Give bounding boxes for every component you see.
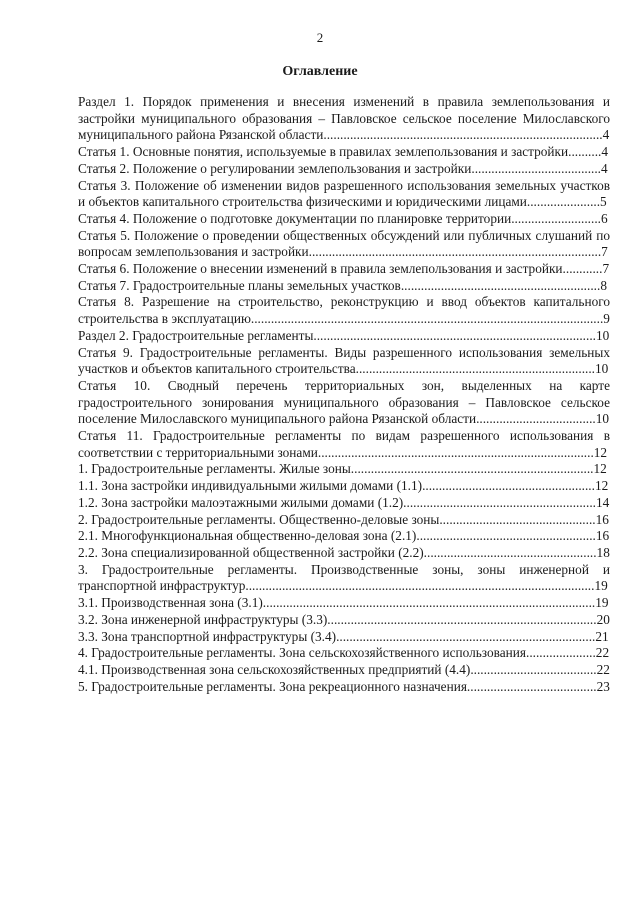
toc-entry	[78, 228, 610, 261]
toc-entry	[78, 144, 610, 161]
dot-leader: .........	[571, 144, 602, 160]
toc-entry-page: 20	[596, 611, 610, 627]
toc-entry-page: 6	[600, 210, 608, 226]
toc-entry	[78, 612, 610, 629]
toc-entry-page: 23	[596, 678, 610, 694]
toc-entry-text: 3.3. Зона транспортной инфраструктуры (3.4)	[78, 628, 337, 644]
dot-leader: .........................................................	[406, 494, 596, 510]
toc-entry-text: Статья 7. Градостроительные планы земельных участков.	[78, 277, 405, 293]
toc-title: Оглавление	[282, 64, 358, 79]
dot-leader: ...........	[565, 261, 603, 277]
toc-entry-page: 4	[601, 144, 609, 160]
toc-entry-text: Статья 8. Разрешение на строительство, реконструкцию и ввод объектов капитального строительства в эксплуатацию.	[78, 294, 610, 327]
toc-entry-text: Статья 4. Положение о подготовке документации по планировке территории.	[78, 210, 515, 226]
toc-entry-text: Статья 11. Градостроительные регламенты по видам разрешенного использования в соответствии с территориальными зонами.	[78, 428, 610, 460]
toc-entry-text: 4. Градостроительные регламенты. Зона сельскохозяйственного использования.	[78, 645, 530, 661]
dot-leader: ..........................	[514, 210, 601, 226]
toc-entry-text: 2. Градостроительные регламенты. Общественно-деловые зоны.	[78, 511, 443, 527]
toc-entry-page: 14	[595, 494, 610, 510]
toc-entry	[78, 512, 610, 529]
toc-entry-text: 1.1. Зона застройки индивидуальными жилыми домами (1.1)	[78, 478, 423, 494]
toc-entry-page: 12	[593, 461, 607, 477]
toc-entry	[78, 545, 610, 562]
dot-leader: ....................................................	[422, 478, 595, 494]
toc-entry	[78, 345, 610, 378]
toc-entry	[78, 211, 610, 228]
toc-entry	[78, 495, 610, 512]
toc-entry	[78, 629, 610, 646]
toc-list	[78, 94, 610, 695]
toc-entry	[78, 528, 610, 545]
toc-entry-page: 18	[596, 544, 610, 560]
toc-entry	[78, 378, 610, 428]
toc-entry-text: Статья 10. Сводный перечень территориальных зон, выделенных на карте градостроительного зонирования муниципального образования – Павловское сельское поселение Милославского муниципального района Рязанской области	[78, 377, 610, 427]
toc-entry-page: 12	[593, 444, 608, 460]
toc-entry-page: 22	[596, 661, 610, 677]
toc-entry-page: 8	[600, 277, 607, 293]
toc-entry	[78, 595, 610, 612]
toc-entry	[78, 278, 610, 295]
dot-leader: ......................................	[470, 661, 597, 677]
toc-entry-page: 19	[595, 595, 609, 611]
dot-leader: .......................................................................	[358, 361, 595, 377]
toc-entry-text: 3.1. Производственная зона (3.1)	[78, 595, 263, 611]
dot-leader: ...........................................................	[404, 277, 601, 293]
toc-entry	[78, 178, 610, 211]
toc-entry-page: 10	[595, 327, 610, 343]
toc-entry	[78, 161, 610, 178]
toc-entry-text: Раздел 1. Порядок применения и внесения изменений в правила землепользования и застройки муниципального образования – Павловское сельское поселение Милославского муниципального района Рязанской области	[78, 94, 610, 143]
toc-entry-page: 19	[594, 578, 608, 594]
toc-entry	[78, 461, 610, 478]
toc-entry-page: 10	[595, 361, 609, 377]
dot-leader: ..................................................................................	[321, 444, 594, 460]
toc-entry-page: 16	[595, 528, 610, 544]
dot-leader: ........................................................................................	[308, 244, 602, 260]
toc-entry-text: 5. Градостроительные регламенты. Зона рекреационного назначения.	[78, 678, 471, 694]
toc-entry-page: 7	[602, 261, 610, 277]
toc-entry-text: 2.1. Многофункциональная общественно-деловая зона (2.1).	[78, 528, 420, 544]
dot-leader: ......................................	[470, 678, 597, 694]
dot-leader: .................................................................................	[327, 611, 597, 627]
toc-entry	[78, 428, 610, 461]
dot-leader: ....................	[529, 645, 596, 661]
toc-entry	[78, 478, 610, 495]
toc-entry-page: 12	[594, 478, 609, 494]
dot-leader: ...................................................	[427, 544, 597, 560]
toc-entry-text: 3.2. Зона инженерной инфраструктуры (3.3)	[78, 611, 328, 627]
toc-entry-text: 4.1. Производственная зона сельскохозяйственных предприятий (4.4)	[78, 661, 471, 677]
toc-entry-text: Раздел 2. Градостроительные регламенты	[78, 327, 314, 343]
dot-leader: .....................................................	[419, 528, 596, 544]
toc-entry-text: Статья 5. Положение о проведении общественных обсуждений или публичных слушаний по вопросам землепользования и застройки	[78, 227, 610, 260]
toc-entry-text: Статья 6. Положение о внесении изменений в правила землепользования и застройки.	[78, 261, 566, 277]
toc-entry	[78, 645, 610, 662]
dot-leader: .....................	[530, 194, 601, 210]
toc-entry	[78, 562, 610, 595]
toc-entry-page: 4	[601, 160, 608, 176]
dot-leader: ........................................................................................................	[248, 578, 595, 594]
toc-entry-page: 7	[601, 244, 608, 260]
toc-entry	[78, 662, 610, 679]
toc-entry-text: Статья 1. Основные понятия, используемые в правилах землепользования и застройки.	[78, 144, 572, 160]
dot-leader: ........................................................................	[354, 461, 594, 477]
toc-entry-page: 4	[602, 127, 610, 143]
toc-entry-page: 16	[595, 511, 609, 527]
toc-entry-text: 2.2. Зона специализированной общественной застройки (2.2).	[78, 544, 427, 560]
toc-entry-text: 1.2. Зона застройки малоэтажными жилыми домами (1.2).	[78, 494, 407, 510]
toc-entry-page: 5	[600, 194, 607, 210]
toc-entry-text: 3. Градостроительные регламенты. Производственные зоны, зоны инженерной и транспортной инфраструктур.	[78, 561, 610, 594]
dot-leader: ....................................	[476, 411, 596, 427]
toc-entry-text: 1. Градостроительные регламенты. Жилые зоны.	[78, 461, 355, 477]
toc-entry-text: Статья 9. Градостроительные регламенты. Виды разрешенного использования земельных участков и объектов капитального строительства.	[78, 344, 610, 377]
page-number: 2	[316, 30, 324, 45]
dot-leader: .....................................................................................	[313, 327, 596, 343]
toc-entry	[78, 94, 610, 144]
toc-entry	[78, 328, 610, 345]
toc-entry-page: 10	[595, 411, 610, 427]
dot-leader: ....................................................................................................	[262, 595, 596, 611]
dot-leader: ..............................................................................	[336, 628, 596, 644]
toc-entry-page: 22	[595, 645, 610, 661]
toc-entry	[78, 294, 610, 327]
toc-entry-page: 9	[603, 311, 610, 327]
toc-entry-text: Статья 2. Положение о регулировании землепользования и застройки.	[78, 160, 475, 176]
toc-entry-text: Статья 3. Положение об изменении видов разрешенного использования земельных участков и объектов капитального строительства физическими и юридическими лицами.	[78, 177, 610, 210]
dot-leader: .........................................................................................................	[254, 311, 604, 327]
toc-entry-page: 21	[595, 628, 609, 644]
toc-entry	[78, 261, 610, 278]
dot-leader: ......................................	[474, 160, 602, 176]
toc-entry	[78, 679, 610, 696]
dot-leader: ....................................................................................	[323, 127, 603, 143]
dot-leader: ..............................................	[442, 511, 596, 527]
